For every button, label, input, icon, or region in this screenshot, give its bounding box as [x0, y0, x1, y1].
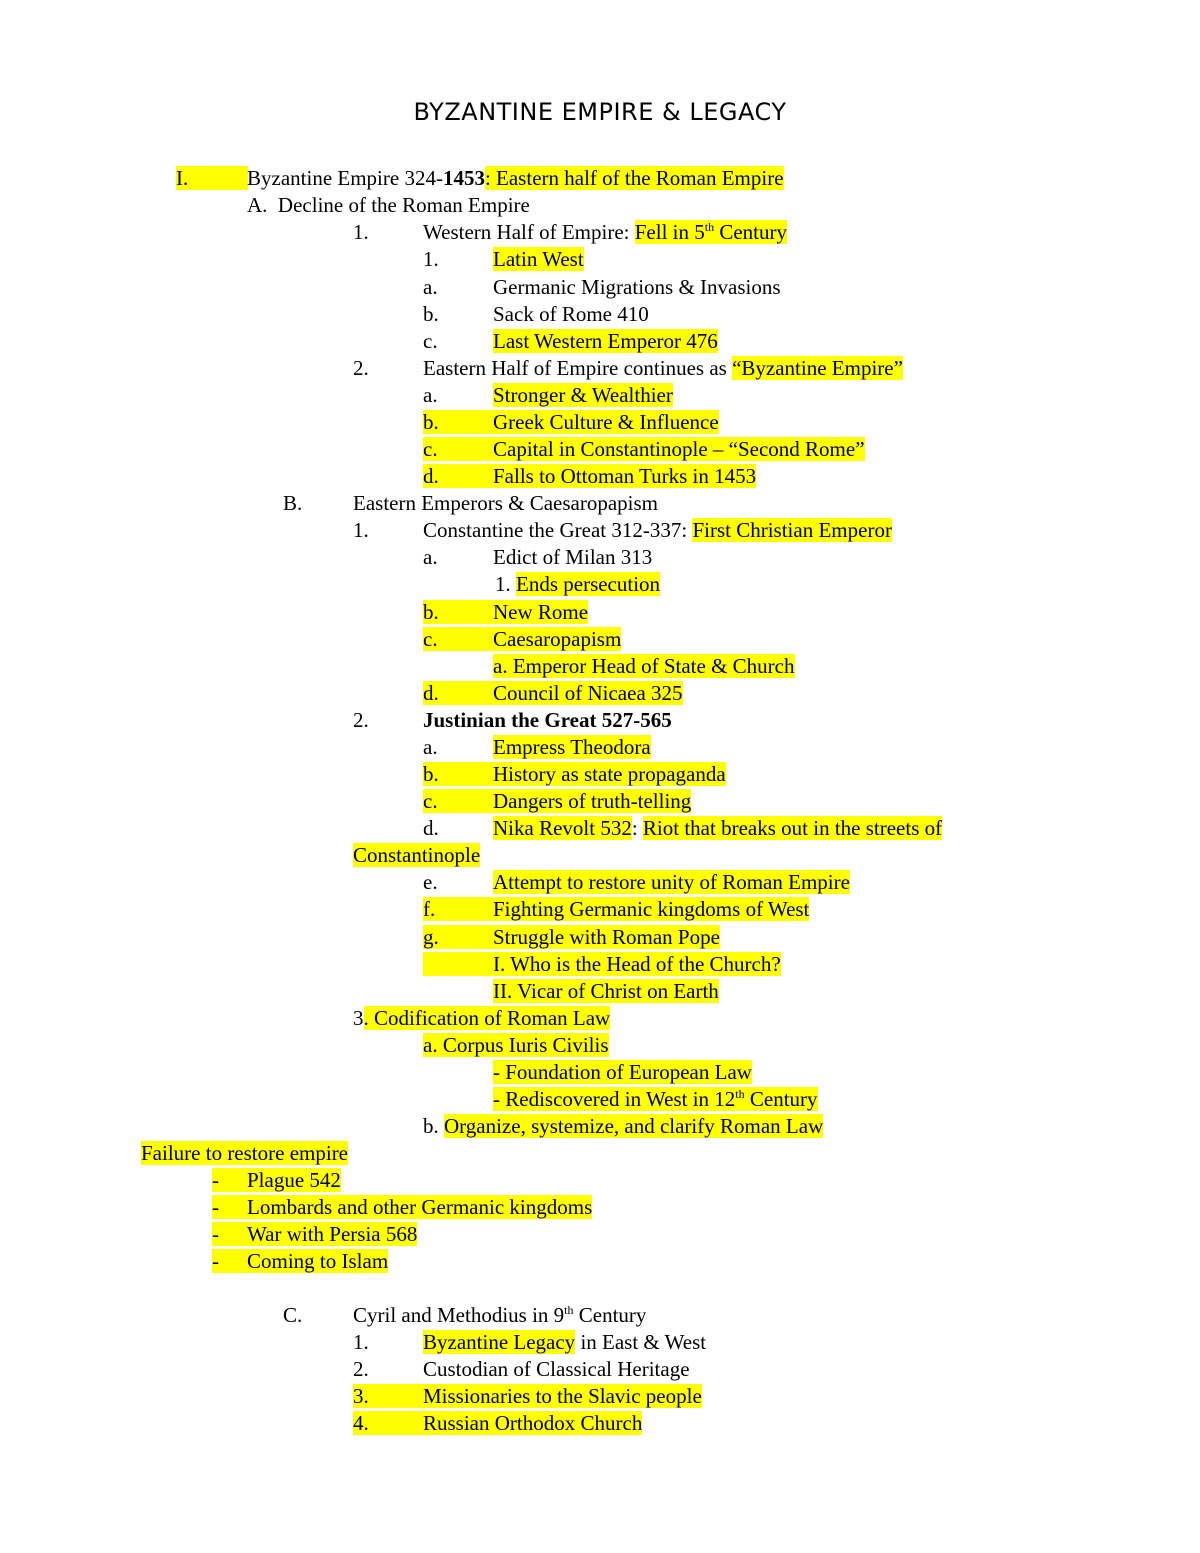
outline-num: a. [423, 735, 438, 759]
outline-item-B3: 3. Codification of Roman Law [353, 1006, 611, 1030]
outline-num: 1. [423, 247, 439, 271]
outline-item: a. Corpus Iuris Civilis [423, 1033, 609, 1057]
outline-label-C: C. [283, 1303, 303, 1327]
outline-num: d. [423, 816, 439, 840]
outline-num: d. [423, 681, 493, 705]
outline-item: Stronger & Wealthier [493, 383, 673, 407]
outline-num: c. [423, 329, 438, 353]
outline-item: Fighting Germanic kingdoms of West [493, 897, 810, 921]
outline-item: Russian Orthodox Church [423, 1411, 643, 1435]
outline-item: 1. Ends persecution [495, 572, 661, 596]
outline-item: Caesaropapism [493, 627, 622, 651]
bullet: - [212, 1222, 247, 1246]
outline-num: c. [423, 789, 493, 813]
outline-item: Last Western Emperor 476 [493, 329, 718, 353]
outline-item: a. Emperor Head of State & Church [493, 654, 795, 678]
failure-heading: Failure to restore empire [141, 1141, 349, 1165]
outline-item: History as state propaganda [493, 762, 726, 786]
outline-item-B: Eastern Emperors & Caesaropapism [353, 491, 658, 515]
outline-item: Edict of Milan 313 [493, 545, 653, 569]
outline-num: 1. [353, 1330, 369, 1354]
outline-num: 1. [353, 518, 369, 542]
outline-num: b. [423, 600, 493, 624]
outline-item: Nika Revolt 532: Riot that breaks out in the streets of [493, 816, 943, 840]
outline-num: a. [423, 383, 438, 407]
outline-item: Byzantine Legacy in East & West [423, 1330, 707, 1354]
outline-item-B2: Justinian the Great 527-565 [423, 708, 672, 732]
outline-num: b. [423, 762, 493, 786]
failure-item: Lombards and other Germanic kingdoms [247, 1195, 593, 1219]
outline-item: Sack of Rome 410 [493, 302, 649, 326]
outline-item: Attempt to restore unity of Roman Empire [493, 870, 850, 894]
outline-item-B1: Constantine the Great 312-337: First Christian Emperor [423, 518, 892, 542]
outline-item: Struggle with Roman Pope [493, 925, 720, 949]
outline-num: f. [423, 897, 493, 921]
outline-num: a. [423, 275, 438, 299]
outline-item: Greek Culture & Influence [493, 410, 719, 434]
outline-item: - Rediscovered in West in 12th Century [493, 1087, 818, 1111]
outline-item: - Foundation of European Law [493, 1060, 752, 1084]
outline-num: d. [423, 464, 493, 488]
outline-num: 2. [353, 708, 369, 732]
outline-num: 2. [353, 356, 369, 380]
outline-num: a. [423, 545, 438, 569]
failure-item: Plague 542 [247, 1168, 341, 1192]
outline-item: Latin West [493, 247, 584, 271]
outline-num: 4. [353, 1411, 423, 1435]
outline-num: c. [423, 627, 493, 651]
outline-num: e. [423, 870, 438, 894]
highlight-fill [423, 952, 493, 976]
outline-item: b. Organize, systemize, and clarify Roman Law [423, 1114, 824, 1138]
failure-item: War with Persia 568 [247, 1222, 418, 1246]
outline-item: Capital in Constantinople – “Second Rome” [493, 437, 865, 461]
outline-item: Empress Theodora [493, 735, 651, 759]
outline-item-C: Cyril and Methodius in 9th Century [353, 1303, 647, 1327]
outline-item-continuation: Constantinople [353, 843, 481, 867]
outline-num: b. [423, 410, 493, 434]
outline-item-A2: Eastern Half of Empire continues as “Byzantine Empire” [423, 356, 903, 380]
outline-item: Custodian of Classical Heritage [423, 1357, 690, 1381]
outline-item: Dangers of truth-telling [493, 789, 692, 813]
outline-item: New Rome [493, 600, 589, 624]
outline-item: Council of Nicaea 325 [493, 681, 683, 705]
outline-item-A1: Western Half of Empire: Fell in 5th Century [423, 220, 787, 244]
outline-item-I: Byzantine Empire 324-1453: Eastern half of the Roman Empire [247, 166, 784, 190]
outline-num: b. [423, 302, 439, 326]
outline-item: I. Who is the Head of the Church? [493, 952, 781, 976]
outline-num: 2. [353, 1357, 369, 1381]
outline-label-B: B. [283, 491, 303, 515]
bullet: - [212, 1195, 247, 1219]
outline-item: II. Vicar of Christ on Earth [493, 979, 719, 1003]
outline-item: Germanic Migrations & Invasions [493, 275, 781, 299]
outline-item: Missionaries to the Slavic people [423, 1384, 702, 1408]
outline-num: c. [423, 437, 493, 461]
outline-num: 1. [353, 220, 369, 244]
outline-num: g. [423, 925, 493, 949]
outline-num: 3. [353, 1384, 423, 1408]
outline-item: Falls to Ottoman Turks in 1453 [493, 464, 757, 488]
bullet: - [212, 1168, 247, 1192]
outline-label-I: I. [176, 166, 248, 190]
bullet: - [212, 1249, 247, 1273]
outline-item-A: A. Decline of the Roman Empire [247, 193, 530, 217]
document-title: BYZANTINE EMPIRE & LEGACY [413, 98, 787, 126]
failure-item: Coming to Islam [247, 1249, 389, 1273]
